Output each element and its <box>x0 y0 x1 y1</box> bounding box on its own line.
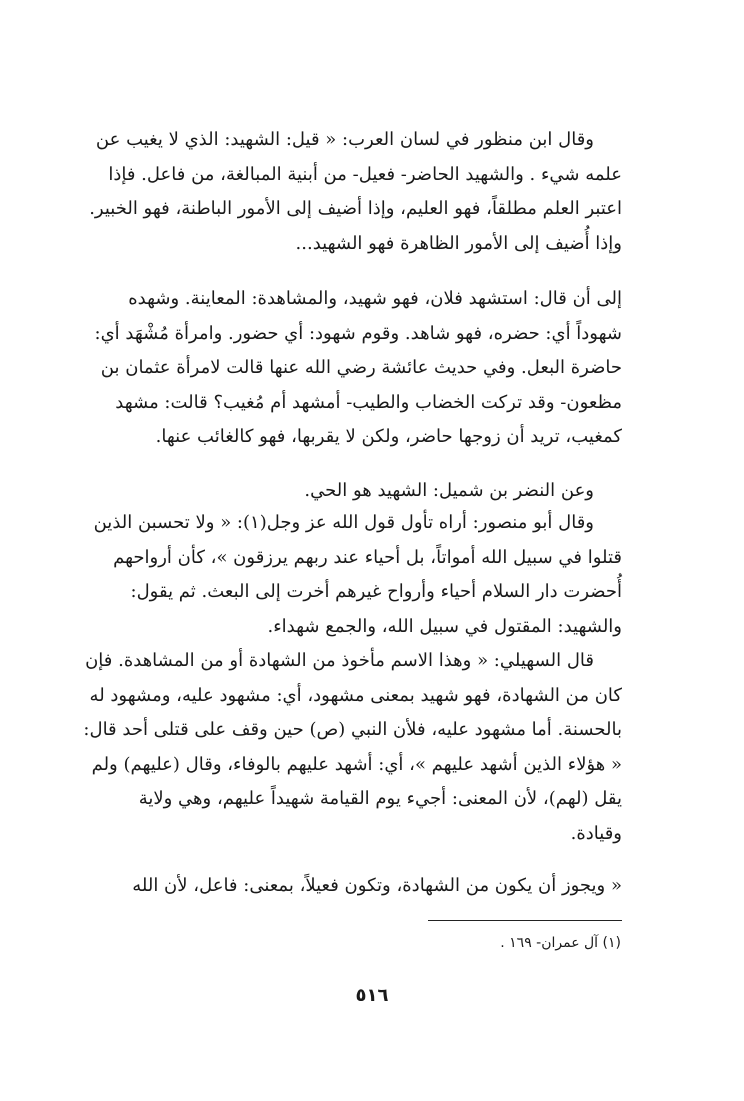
text-line: كان من الشهادة، فهو شهيد بمعنى مشهود، أي: مشهود عليه، ومشهود له <box>89 684 622 706</box>
text-line: قال السهيلي: « وهذا الاسم مأخوذ من الشهادة أو من المشاهدة. فإن <box>85 650 594 671</box>
paragraph-nadr <box>116 474 622 509</box>
text-line: قتلوا في سبيل الله أمواتاً، بل أحياء عند ربهم يرزقون »، كأن أرواحهم <box>113 546 622 568</box>
text-line: إلى أن قال: استشهد فلان، فهو شهيد، والمشاهدة: المعاينة. وشهده <box>128 288 622 309</box>
text-line: « ويجوز أن يكون من الشهادة، وتكون فعيلاً، بمعنى: فاعل، لأن الله <box>132 875 622 896</box>
paragraph-abu-mansur <box>93 506 622 644</box>
paragraph-istashhada <box>94 282 622 455</box>
footnote: (١) آل عمران- ١٦٩ . <box>500 935 621 951</box>
paragraph-suhayli <box>83 644 622 851</box>
text-line: يقل (لهم)، لأن المعنى: أجيء يوم القيامة شهيداً عليهم، وهي ولاية <box>138 788 622 809</box>
text-line: أُحضرت دار السلام أحياء وأرواح غيرهم أخرت إلى البعث. ثم يقول: <box>130 581 622 602</box>
footnote-divider <box>428 920 622 921</box>
text-line: وقال أبو منصور: أراه تأول قول الله عز وجل(١): « ولا تحسبن الذين <box>93 512 594 533</box>
paragraph-ibn-manzur <box>89 123 622 261</box>
text-line: حاضرة البعل. وفي حديث عائشة رضي الله عنها قالت لامرأة عثمان بن <box>100 357 622 378</box>
text-line: علمه شيء . والشهيد الحاضر- فعيل- من أبنية المبالغة، من فاعل. فإذا <box>108 163 622 185</box>
text-line: بالحسنة. أما مشهود عليه، فلأن النبي (ص) حين وقف على قتلى أحد قال: <box>83 719 622 740</box>
text-line: شهوداً أي: حضره، فهو شاهد. وقوم شهود: أي حضور. وامرأة مُشْهَد أي: <box>94 322 622 344</box>
text-line: والشهيد: المقتول في سبيل الله، والجمع شهداء. <box>267 615 622 637</box>
page-number: ٥١٦ <box>355 985 389 1006</box>
text-line: كمغيب، تريد أن زوجها حاضر، ولكن لا يقربها، فهو كالغائب عنها. <box>155 426 622 447</box>
paragraph-yajuz <box>116 869 622 904</box>
text-line: وإذا أُضيف إلى الأمور الظاهرة فهو الشهيد... <box>295 232 622 254</box>
text-line: مظعون- وقد تركت الخضاب والطيب- أمشهد أم مُغيب؟ قالت: مشهد <box>115 391 622 413</box>
text-line: وعن النضر بن شميل: الشهيد هو الحي. <box>304 480 594 501</box>
text-line: وقيادة. <box>570 822 622 844</box>
text-line: اعتبر العلم مطلقاً، فهو العليم، وإذا أضيف إلى الأمور الباطنة، فهو الخبير. <box>89 198 622 219</box>
text-line: « هؤلاء الذين أشهد عليهم »، أي: أشهد عليهم بالوفاء، وقال (عليهم) ولم <box>91 753 622 775</box>
text-line: وقال ابن منظور في لسان العرب: « قيل: الشهيد: الذي لا يغيب عن <box>95 129 594 150</box>
